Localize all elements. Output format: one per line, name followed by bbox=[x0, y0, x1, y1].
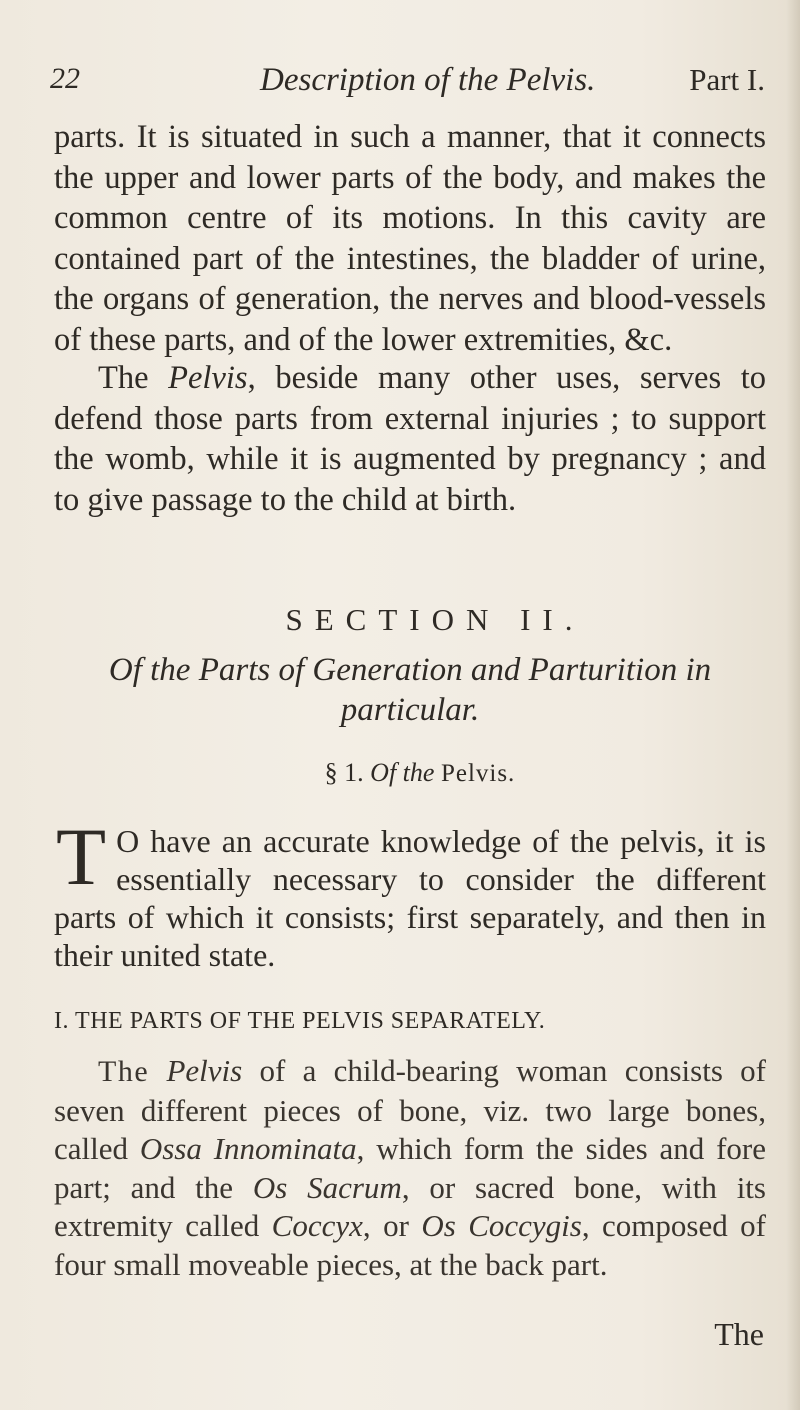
catchword: The bbox=[714, 1316, 764, 1352]
subsection-name: Pelvis. bbox=[440, 760, 516, 787]
paragraph-text: , which form the sides and fore part; and the bbox=[54, 1131, 766, 1205]
list-heading: I. THE PARTS OF THE PELVIS SEPARATELY. bbox=[54, 1008, 546, 1034]
part-label: Part I. bbox=[689, 62, 765, 97]
section-heading: SECTION II. bbox=[285, 602, 585, 637]
section-subtitle: Of the Parts of Generation and Parturition in particular. bbox=[108, 652, 712, 728]
paragraph-text: , beside many other uses, serves to defend those parts from external injuries ; to support the womb, while it is augmented by pregnancy ; and to give passage to the child at birth. bbox=[54, 360, 767, 518]
drop-cap: T bbox=[56, 811, 107, 902]
term-os-coccygis: Os Coccygis bbox=[421, 1208, 582, 1243]
running-header bbox=[50, 62, 765, 112]
paragraph-text: The bbox=[98, 360, 169, 396]
term-ossa-innominata: Ossa Innominata bbox=[139, 1131, 357, 1166]
paragraph-pelvis-bones bbox=[54, 1052, 766, 1284]
running-title: Description of the Pelvis. bbox=[260, 62, 596, 98]
term-pelvis: Pelvis bbox=[168, 360, 248, 396]
paragraph-text bbox=[149, 1053, 166, 1088]
subsection-heading bbox=[0, 758, 800, 788]
lead-word: The bbox=[98, 1055, 150, 1088]
term-os-sacrum: Os Sacrum bbox=[252, 1169, 402, 1205]
paragraph-pelvis-uses bbox=[54, 358, 766, 520]
paragraph-text: , composed of four small moveable pieces, at the back part. bbox=[54, 1208, 766, 1282]
paragraph-continuation: parts. It is situated in such a manner, that it connects the upper and lower parts of the body, and makes the common centre of its motions. In this cavity are contained part of the intestines, the bladder of urine, the organs of generation, the nerves and blood-vessels of these parts, and of the lower extremities, &c. bbox=[54, 119, 766, 358]
paragraph-introduction bbox=[54, 811, 766, 974]
page-edge-shadow bbox=[786, 0, 800, 1410]
subsection-of-the: Of the bbox=[370, 758, 441, 787]
subsection-number: § 1. bbox=[324, 758, 371, 787]
paragraph-text: of a child-bearing woman consists of seven different pieces of bone, viz. two large bones, called bbox=[54, 1053, 767, 1166]
paragraph-text: , or bbox=[362, 1208, 422, 1243]
paragraph-text: , or sacred bone, with its extremity called bbox=[54, 1169, 766, 1243]
paragraph-text: O have an accurate knowledge of the pelvis, it is essentially necessary to consider the different parts of which it consists; first separately, and then in their united state. bbox=[54, 823, 766, 973]
term-pelvis: Pelvis bbox=[166, 1053, 243, 1088]
term-coccyx: Coccyx bbox=[271, 1208, 363, 1243]
page-number: 22 bbox=[50, 62, 80, 95]
